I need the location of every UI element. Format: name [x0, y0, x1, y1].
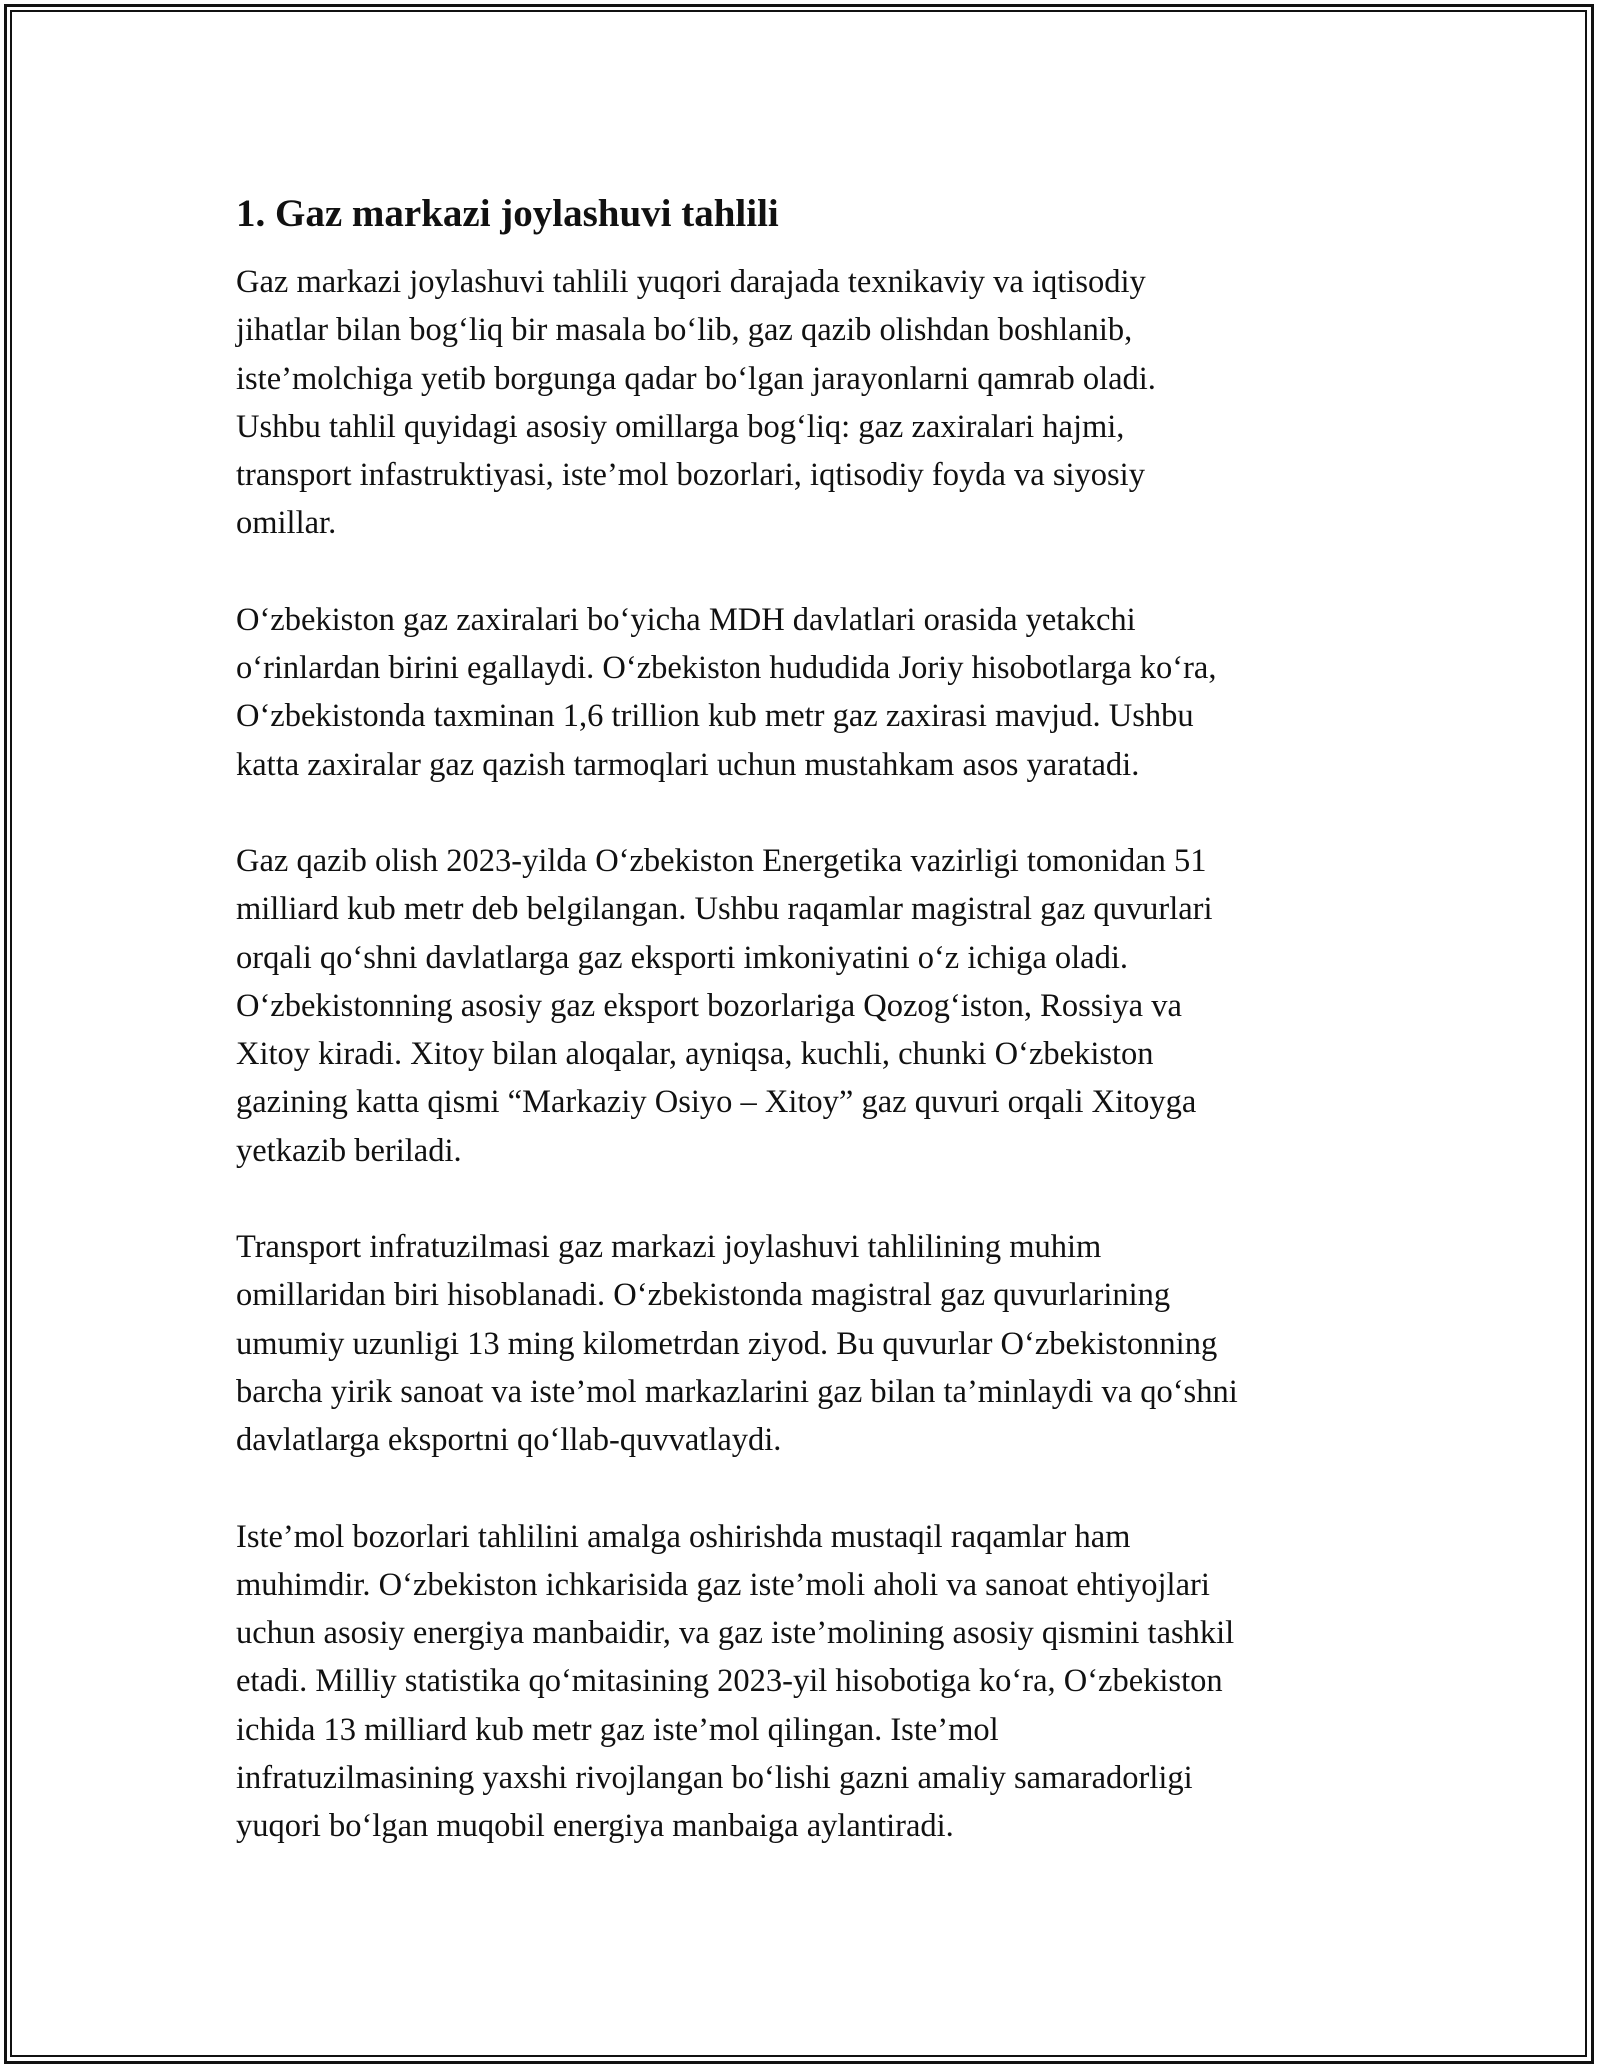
- text-line: ichida 13 milliard kub metr gaz iste’mol qilingan. Iste’mol: [236, 1711, 999, 1748]
- text-line: o‘rinlardan birini egallaydi. O‘zbekiston hududida Joriy hisobotlarga ko‘ra,: [236, 650, 1217, 687]
- text-line: Xitoy kiradi. Xitoy bilan aloqalar, ayniqsa, kuchli, chunki O‘zbekiston: [236, 1036, 1154, 1073]
- text-line: Gaz qazib olish 2023-yilda O‘zbekiston Energetika vazirligi tomonidan 51: [236, 842, 1207, 879]
- text-line: O‘zbekistonda taxminan 1,6 trillion kub metr gaz zaxirasi mavjud. Ushbu: [236, 698, 1194, 735]
- text-line: davlatlarga eksportni qo‘llab-quvvatlaydi.: [236, 1422, 782, 1459]
- text-line: katta zaxiralar gaz qazish tarmoqlari uchun mustahkam asos yaratadi.: [236, 746, 1140, 783]
- text-line: O‘zbekiston gaz zaxiralari bo‘yicha MDH davlatlari orasida yetakchi: [236, 601, 1136, 638]
- text-line: barcha yirik sanoat va iste’mol markazlarini gaz bilan ta’minlaydi va qo‘shni: [236, 1373, 1238, 1410]
- paragraph-consumption: [236, 1513, 1376, 1851]
- text-line: orqali qo‘shni davlatlarga gaz eksporti imkoniyatini o‘z ichiga oladi.: [236, 939, 1129, 976]
- text-line: omillar.: [236, 505, 337, 542]
- text-line: etadi. Milliy statistika qo‘mitasining 2023-yil hisobotiga ko‘ra, O‘zbekiston: [236, 1663, 1223, 1700]
- text-line: O‘zbekistonning asosiy gaz eksport bozorlariga Qozog‘iston, Rossiya va: [236, 987, 1182, 1024]
- text-line: milliard kub metr deb belgilangan. Ushbu raqamlar magistral gaz quvurlari: [236, 891, 1213, 928]
- text-line: yuqori bo‘lgan muqobil energiya manbaiga aylantiradi.: [236, 1808, 954, 1845]
- text-line: uchun asosiy energiya manbaidir, va gaz iste’molining asosiy qismini tashkil: [236, 1615, 1235, 1652]
- text-line: umumiy uzunligi 13 ming kilometrdan ziyod. Bu quvurlar O‘zbekistonning: [236, 1325, 1218, 1362]
- text-line: Transport infratuzilmasi gaz markazi joylashuvi tahlilining muhim: [236, 1229, 1102, 1266]
- text-line: Iste’mol bozorlari tahlilini amalga oshirishda mustaqil raqamlar ham: [236, 1518, 1131, 1555]
- text-line: Gaz markazi joylashuvi tahlili yuqori darajada texnikaviy va iqtisodiy: [236, 264, 1146, 300]
- section-heading: 1. Gaz markazi joylashuvi tahlili: [236, 192, 779, 235]
- text-line: yetkazib beriladi.: [236, 1132, 462, 1169]
- text-line: muhimdir. O‘zbekiston ichkarisida gaz iste’moli aholi va sanoat ehtiyojlari: [236, 1566, 1210, 1603]
- paragraph-production-export: [236, 837, 1376, 1175]
- text-line: jihatlar bilan bog‘liq bir masala bo‘lib, gaz qazib olishdan boshlanib,: [236, 312, 1133, 349]
- text-line: transport infastruktiyasi, iste’mol bozorlari, iqtisodiy foyda va siyosiy: [236, 457, 1145, 494]
- text-line: iste’molchiga yetib borgunga qadar bo‘lgan jarayonlarni qamrab oladi.: [236, 360, 1156, 397]
- text-line: infratuzilmasining yaxshi rivojlangan bo‘lishi gazni amaliy samaradorligi: [236, 1760, 1193, 1797]
- paragraph-intro: [236, 258, 1376, 548]
- text-line: gazining katta qismi “Markaziy Osiyo – Xitoy” gaz quvuri orqali Xitoyga: [236, 1084, 1197, 1121]
- paragraph-transport: [236, 1223, 1376, 1464]
- document-body: [236, 188, 1376, 1899]
- paragraph-reserves: [236, 596, 1376, 789]
- text-line: Ushbu tahlil quyidagi asosiy omillarga bog‘liq: gaz zaxiralari hajmi,: [236, 408, 1125, 445]
- text-line: omillaridan biri hisoblanadi. O‘zbekistonda magistral gaz quvurlarining: [236, 1277, 1171, 1314]
